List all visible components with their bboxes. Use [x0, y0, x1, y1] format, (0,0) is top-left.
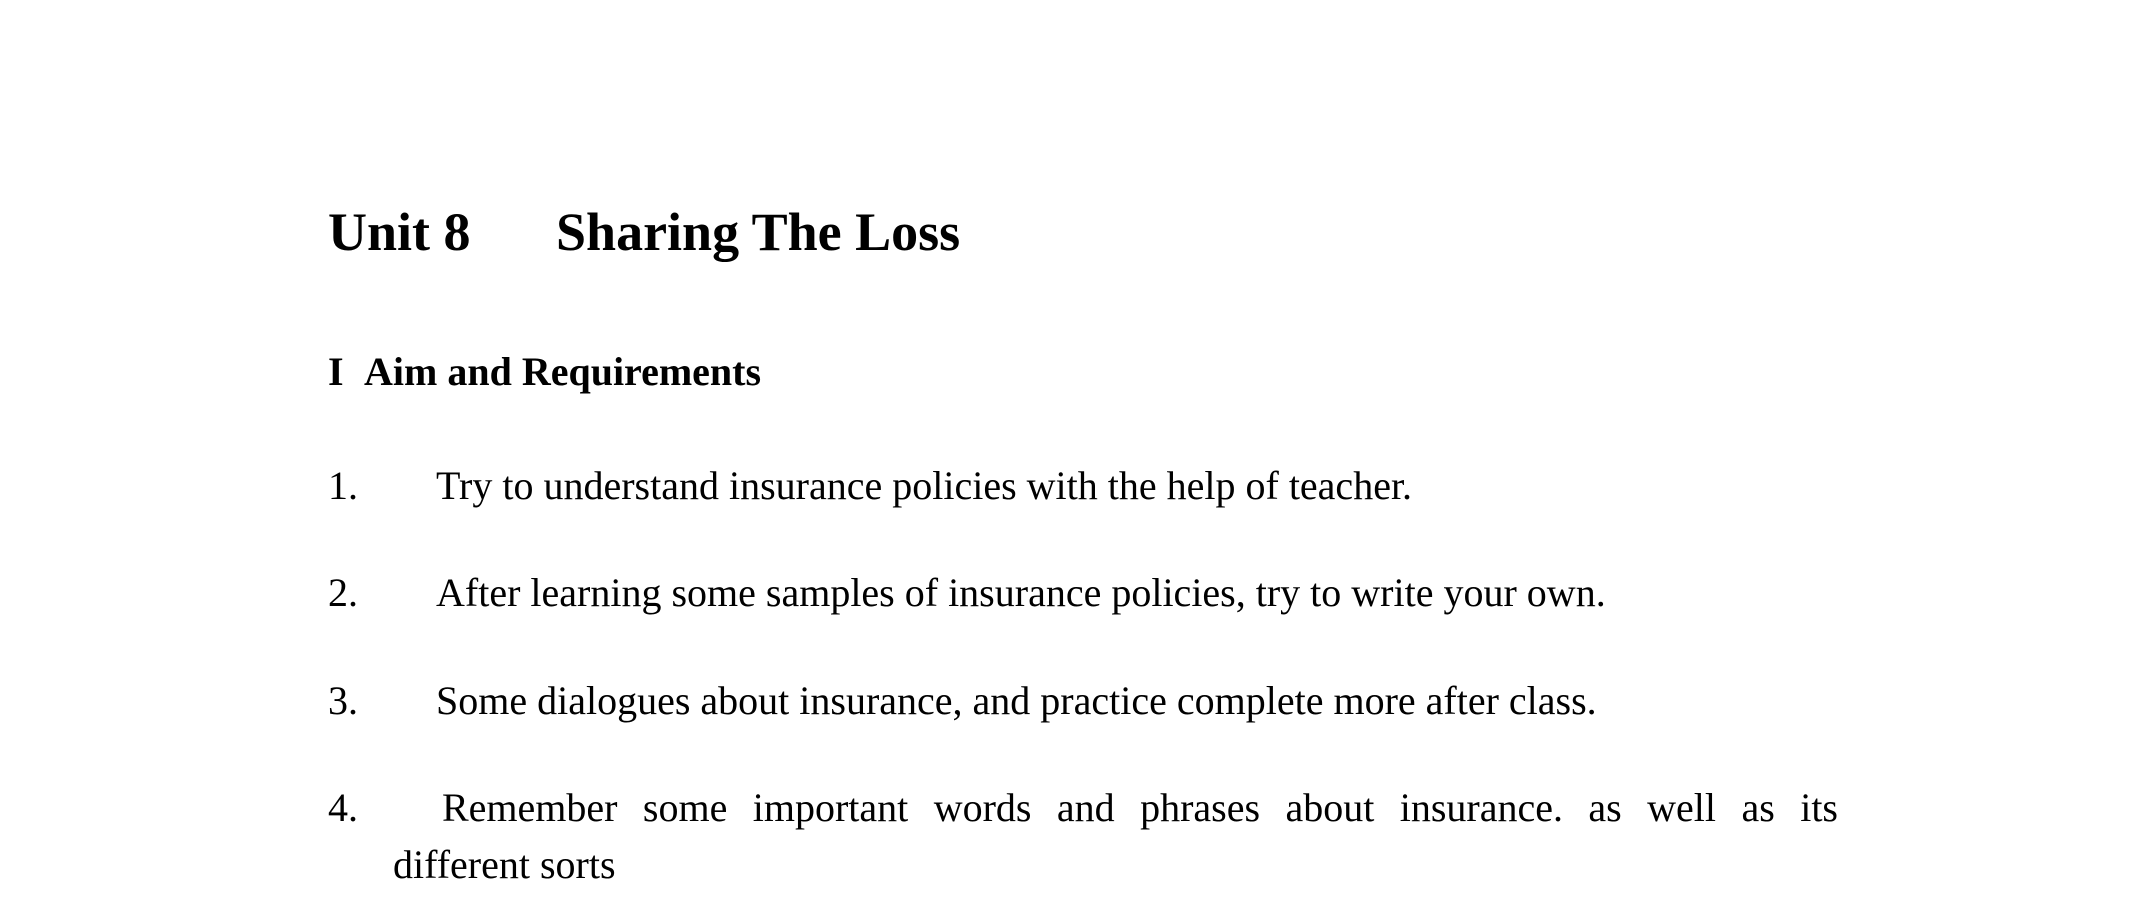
- unit-number: Unit 8: [328, 202, 471, 262]
- requirement-text: After learning some samples of insurance policies, try to write your own.: [436, 570, 1606, 615]
- requirement-text: Some dialogues about insurance, and practice complete more after class.: [436, 678, 1597, 723]
- requirement-item-3: [328, 678, 1597, 723]
- section-heading: [328, 349, 762, 394]
- section-roman-numeral: I: [328, 349, 344, 394]
- requirement-item-2: [328, 570, 1606, 615]
- requirement-text: Remember some important words and phrases about insurance. as well as its: [442, 785, 1838, 830]
- requirement-item-1: [328, 463, 1413, 508]
- requirement-number: 1.: [328, 463, 358, 508]
- requirement-number: 2.: [328, 570, 358, 615]
- requirement-text: Try to understand insurance policies with the help of teacher.: [436, 463, 1413, 508]
- unit-title-text: Sharing The Loss: [556, 202, 961, 262]
- requirement-number: 3.: [328, 678, 358, 723]
- requirement-item-4: [328, 785, 1838, 830]
- unit-title: [328, 202, 961, 262]
- requirement-item-4-continuation: different sorts: [393, 842, 616, 887]
- requirement-number: 4.: [328, 785, 358, 830]
- section-heading-text: Aim and Requirements: [364, 349, 762, 394]
